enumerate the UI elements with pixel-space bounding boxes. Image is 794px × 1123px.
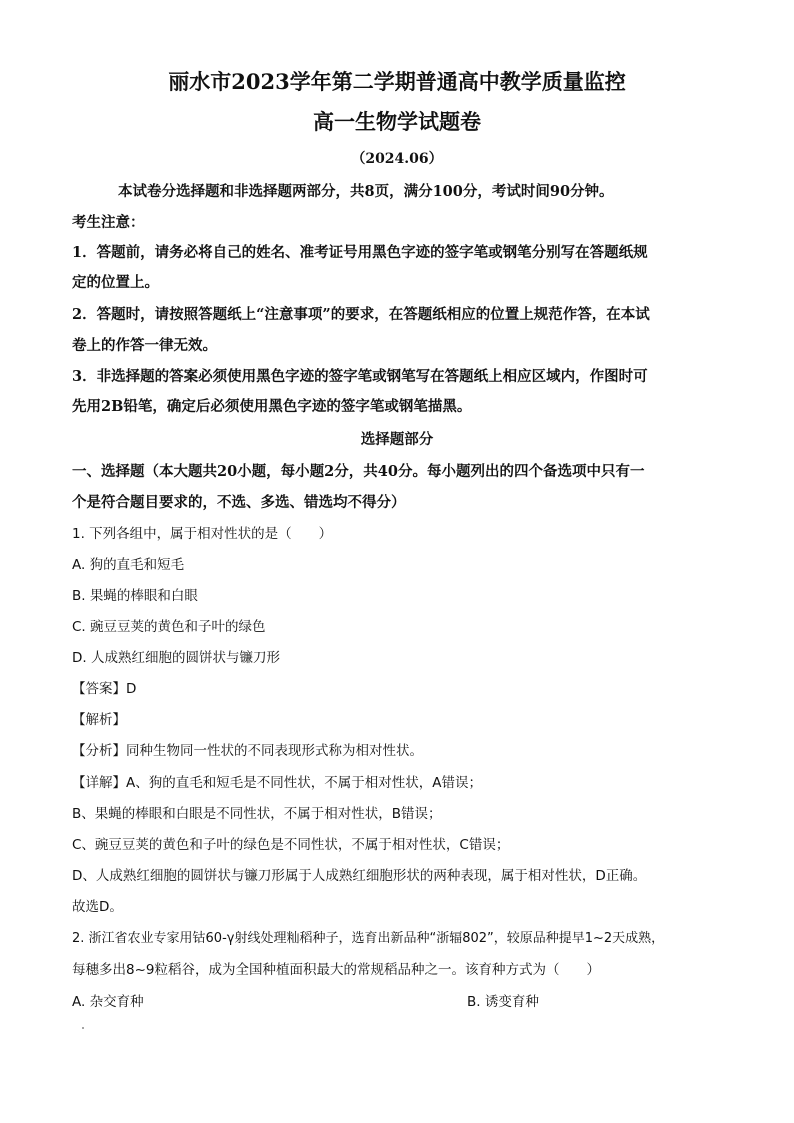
notice-heading: 考生注意： xyxy=(72,214,145,231)
q2-options-row xyxy=(72,992,722,1012)
q1-option-b: B. 果蝇的棒眼和白眼 xyxy=(72,588,198,604)
notice-item-3-line-1: 3．非选择题的答案必须使用黑色字迹的签字笔或钢笔写在答题纸上相应区域内，作图时可 xyxy=(72,368,648,385)
q1-jiexi-label: 【解析】 xyxy=(72,712,126,728)
q2-stem-line-2: 每穗多出8~9粒稻谷，成为全国种植面积最大的常规稻品种之一。该育种方式为（ ） xyxy=(72,962,600,978)
section-heading-line-1: 一、选择题（本大题共20小题，每小题2分，共40分。每小题列出的四个备选项中只有一 xyxy=(72,463,645,480)
intro-text: 本试卷分选择题和非选择题两部分，共8页，满分100分，考试时间90分钟。 xyxy=(118,183,614,200)
notice-item-1-line-2: 定的位置上。 xyxy=(72,274,159,291)
q1-option-d: D. 人成熟红细胞的圆饼状与镰刀形 xyxy=(72,650,280,666)
q1-detail-4: D、人成熟红细胞的圆饼状与镰刀形属于人成熟红细胞形状的两种表现，属于相对性状，D正确。 xyxy=(72,868,647,884)
q1-conclusion: 故选D。 xyxy=(72,899,123,915)
notice-item-2-line-2: 卷上的作答一律无效。 xyxy=(72,337,217,354)
q2-option-a: A. 杂交育种 xyxy=(72,994,144,1010)
q1-answer: 【答案】D xyxy=(72,681,137,697)
q1-stem: 1. 下列各组中，属于相对性状的是（ ） xyxy=(72,526,333,542)
exam-subtitle: 高一生物学试题卷 xyxy=(313,109,481,134)
section-title: 选择题部分 xyxy=(360,431,434,448)
scan-dot xyxy=(82,1027,84,1029)
exam-date: （2024.06） xyxy=(351,151,443,167)
exam-title: 丽水市2023学年第二学期普通高中教学质量监控 xyxy=(168,69,626,94)
q1-detail-1: 【详解】A、狗的直毛和短毛是不同性状，不属于相对性状，A错误； xyxy=(72,775,482,791)
notice-item-2-line-1: 2．答题时，请按照答题纸上“注意事项”的要求，在答题纸相应的位置上规范作答，在本试 xyxy=(72,306,650,323)
q1-detail-2: B、果蝇的棒眼和白眼是不同性状，不属于相对性状，B错误； xyxy=(72,806,442,822)
q2-option-b: B. 诱变育种 xyxy=(467,994,539,1010)
q2-stem-line-1: 2. 浙江省农业专家用钴60-γ射线处理籼稻种子，选育出新品种“浙辐802”，较原品种提早1~2天成熟， xyxy=(72,931,665,946)
q1-option-a: A. 狗的直毛和短毛 xyxy=(72,557,185,573)
notice-item-3-line-2: 先用2B铅笔，确定后必须使用黑色字迹的签字笔或钢笔描黑。 xyxy=(72,398,472,415)
notice-item-1-line-1: 1．答题前，请务必将自己的姓名、准考证号用黑色字迹的签字笔或钢笔分别写在答题纸规 xyxy=(72,244,648,261)
q1-option-c: C. 豌豆豆荚的黄色和子叶的绿色 xyxy=(72,619,266,635)
section-heading-line-2: 个是符合题目要求的，不选、多选、错选均不得分） xyxy=(72,494,406,511)
q1-analysis: 【分析】同种生物同一性状的不同表现形式称为相对性状。 xyxy=(72,743,423,759)
q1-detail-3: C、豌豆豆荚的黄色和子叶的绿色是不同性状，不属于相对性状，C错误； xyxy=(72,837,510,853)
